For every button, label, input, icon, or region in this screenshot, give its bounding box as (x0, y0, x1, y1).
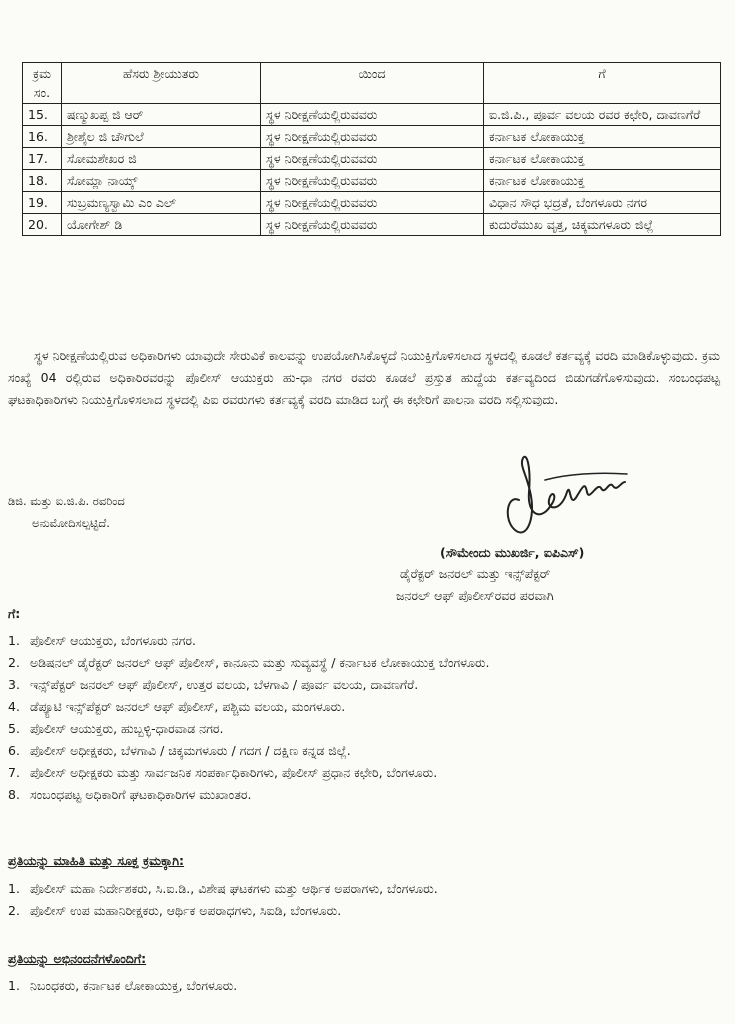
cell-name: ಷಣ್ಮುಖಪ್ಪ ಜಿ ಆರ್ (62, 104, 261, 126)
table-row (23, 192, 721, 214)
cell-from: ಸ್ಥಳ ನಿರೀಕ್ಷಣೆಯಲ್ಲಿರುವವರು (261, 192, 484, 214)
list-item-number: 3. (8, 677, 20, 692)
list-item (8, 674, 723, 696)
cell-from: ಸ್ಥಳ ನಿರೀಕ್ಷಣೆಯಲ್ಲಿರುವವರು (261, 104, 484, 126)
list-item (8, 878, 723, 900)
handwritten-signature (497, 452, 637, 544)
list-item (8, 762, 723, 784)
list-item-number: 4. (8, 699, 20, 714)
table-row (23, 170, 721, 192)
table-row (23, 126, 721, 148)
info-copy-heading: ಪ್ರತಿಯನ್ನು ಮಾಹಿತಿ ಮತ್ತು ಸೂಕ್ತ ಕ್ರಮಕ್ಕಾಗಿ: (8, 853, 185, 868)
header-serial-no: ಕ್ರಮ ಸಂ. (23, 63, 62, 104)
list-item-text: ಪೊಲೀಸ್ ಅಧೀಕ್ಷಕರು ಮತ್ತು ಸಾರ್ವಜನಿಕ ಸಂಪರ್ಕಾಧಿಕಾರಿಗಳು, ಪೊಲೀಸ್ ಪ್ರಧಾನ ಕಛೇರಿ, ಬೆಂಗಳೂರು. (30, 765, 438, 780)
header-name: ಹೆಸರು ಶ್ರೀಯುತರು (62, 63, 261, 104)
signatory-title-line-2: ಜನರಲ್ ಆಫ್ ಪೊಲೀಸ್‌ರವರ ಪರವಾಗಿ (396, 588, 554, 603)
signatory-name: (ಸೌಮೇಂದು ಮುಖರ್ಜಿ, ಐಪಿಎಸ್) (440, 545, 585, 560)
info-copy-list (8, 878, 723, 922)
list-item-number: 1. (8, 881, 20, 896)
table-header-row (23, 63, 721, 104)
cell-name: ಶ್ರೀಶೈಲ ಜಿ ಚೌಗುಲೆ (62, 126, 261, 148)
list-item-text: ಪೊಲೀಸ್ ಆಯುಕ್ತರು, ಬೆಂಗಳೂರು ನಗರ. (30, 633, 196, 648)
list-item-number: 2. (8, 655, 20, 670)
approval-line-2: ಅನುಮೋದಿಸಲ್ಪಟ್ಟಿದೆ. (32, 516, 110, 530)
cell-to: ವಿಧಾನ ಸೌಧ ಭದ್ರತೆ, ಬೆಂಗಳೂರು ನಗರ (484, 192, 721, 214)
approval-line-1: ಡಿಜಿ. ಮತ್ತು ಐ.ಜಿ.ಪಿ. ರವರಿಂದ (8, 494, 125, 508)
cell-to: ಕರ್ನಾಟಕ ಲೋಕಾಯುಕ್ತ (484, 148, 721, 170)
transfer-table (22, 62, 721, 236)
cell-name: ಸುಬ್ರಮಣ್ಯಸ್ವಾಮಿ ಎಂ ಎಲ್ (62, 192, 261, 214)
recipients-label: ಗೆ: (8, 606, 21, 621)
cell-from: ಸ್ಥಳ ನಿರೀಕ್ಷಣೆಯಲ್ಲಿರುವವರು (261, 170, 484, 192)
cell-to: ಐ.ಜಿ.ಪಿ., ಪೂರ್ವ ವಲಯ ರವರ ಕಛೇರಿ, ದಾವಣಗೆರೆ (484, 104, 721, 126)
cell-name: ಯೋಗೇಶ್ ಡಿ (62, 214, 261, 236)
cell-serial-no: 16. (23, 126, 62, 148)
header-from: ಯಿಂದ (261, 63, 484, 104)
list-item-text: ಪೊಲೀಸ್ ಆಯುಕ್ತರು, ಹುಬ್ಬಳ್ಳಿ-ಧಾರವಾಡ ನಗರ. (30, 721, 224, 736)
signatory-title-line-1: ಡೈರೆಕ್ಟರ್ ಜನರಲ್ ಮತ್ತು ಇನ್ಸ್‌ಪೆಕ್ಟರ್ (400, 566, 551, 581)
list-item-text: ಪೊಲೀಸ್ ಅಧೀಕ್ಷಕರು, ಬೆಳಗಾವಿ / ಚಿಕ್ಕಮಗಳೂರು / ಗದಗ / ದಕ್ಷಿಣ ಕನ್ನಡ ಜಿಲ್ಲೆ. (30, 743, 351, 758)
list-item-number: 5. (8, 721, 20, 736)
list-item (8, 630, 723, 652)
list-item-text: ಪೊಲೀಸ್ ಉಪ ಮಹಾನಿರೀಕ್ಷಕರು, ಆರ್ಥಿಕ ಅಪರಾಧಗಳು, ಸಿಐಡಿ, ಬೆಂಗಳೂರು. (30, 903, 342, 918)
cell-name: ಸೋಮಶೇಖರ ಜಿ (62, 148, 261, 170)
cell-serial-no: 20. (23, 214, 62, 236)
list-item (8, 784, 723, 806)
recipients-list (8, 630, 723, 806)
list-item-text: ಸಂಬಂಧಪಟ್ಟ ಅಧಿಕಾರಿಗೆ ಘಟಕಾಧಿಕಾರಿಗಳ ಮುಖಾಂತರ. (30, 787, 252, 802)
list-item (8, 696, 723, 718)
cell-serial-no: 17. (23, 148, 62, 170)
list-item-text: ಇನ್ಸ್‌ಪೆಕ್ಟರ್ ಜನರಲ್ ಆಫ್ ಪೊಲೀಸ್, ಉತ್ತರ ವಲಯ, ಬೆಳಗಾವಿ / ಪೂರ್ವ ವಲಯ, ದಾವಣಗೆರೆ. (30, 677, 419, 692)
compliments-copy-heading: ಪ್ರತಿಯನ್ನು ಅಭಿನಂದನೆಗಳೊಂದಿಗೆ: (8, 951, 147, 966)
list-item (8, 718, 723, 740)
list-item-number: 8. (8, 787, 20, 802)
list-item-text: ಡೆಪ್ಯೂಟಿ ಇನ್ಸ್‌ಪೆಕ್ಟರ್ ಜನರಲ್ ಆಫ್ ಪೊಲೀಸ್, ಪಶ್ಚಿಮ ವಲಯ, ಮಂಗಳೂರು. (30, 699, 346, 714)
list-item-text: ಪೊಲೀಸ್ ಮಹಾ ನಿರ್ದೇಶಕರು, ಸಿ.ಐ.ಡಿ., ವಿಶೇಷ ಘಟಕಗಳು ಮತ್ತು ಆರ್ಥಿಕ ಅಪರಾಗಳು, ಬೆಂಗಳೂರು. (30, 881, 438, 896)
approval-note (8, 490, 125, 534)
cell-from: ಸ್ಥಳ ನಿರೀಕ್ಷಣೆಯಲ್ಲಿರುವವರು (261, 214, 484, 236)
list-item (8, 740, 723, 762)
list-item-number: 7. (8, 765, 20, 780)
list-item (8, 900, 723, 922)
list-item-number: 6. (8, 743, 20, 758)
cell-name: ಸೋಮ್ಲಾ ನಾಯ್ಕ್ (62, 170, 261, 192)
table-row (23, 214, 721, 236)
cell-to: ಕುದುರೆಮುಖ ವೃತ್ತ, ಚಿಕ್ಕಮಗಳೂರು ಜಿಲ್ಲೆ (484, 214, 721, 236)
cell-from: ಸ್ಥಳ ನಿರೀಕ್ಷಣೆಯಲ್ಲಿರುವವರು (261, 126, 484, 148)
header-to: ಗೆ (484, 63, 721, 104)
cell-serial-no: 15. (23, 104, 62, 126)
list-item (8, 652, 723, 674)
list-item-text: ನಿಬಂಧಕರು, ಕರ್ನಾಟಕ ಲೋಕಾಯುಕ್ತ, ಬೆಂಗಳೂರು. (30, 978, 238, 993)
list-item-number: 1. (8, 633, 20, 648)
cell-to: ಕರ್ನಾಟಕ ಲೋಕಾಯುಕ್ತ (484, 170, 721, 192)
list-item-number: 1. (8, 978, 20, 993)
list-item (8, 975, 723, 997)
table-row (23, 104, 721, 126)
compliments-copy-list (8, 975, 723, 997)
instruction-paragraph: ಸ್ಥಳ ನಿರೀಕ್ಷಣೆಯಲ್ಲಿರುವ ಅಧಿಕಾರಿಗಳು ಯಾವುದೇ ಸೇರುವಿಕೆ ಕಾಲವನ್ನು ಉಪಯೋಗಿಸಿಕೊಳ್ಳದೆ ನಿಯುಕ್ತಿಗೊಳಿಸಲಾದ ಸ್ಥಳದಲ್ಲಿ ಕೂಡಲೆ ಕರ್ತವ್ಯಕ್ಕೆ ವರದಿ ಮಾಡಿಕೊಳ್ಳುವುದು. ಕ್ರಮ ಸಂಖ್ಯೆ 04 ರಲ್ಲಿರುವ ಅಧಿಕಾರಿರವರನ್ನು ಪೊಲೀಸ್ ಆಯುಕ್ತರು ಹು-ಧಾ ನಗರ ರವರು ಕೂಡಲೆ ಪ್ರಸ್ತುತ ಹುದ್ದೆಯ ಕರ್ತವ್ಯದಿಂದ ಬಿಡುಗಡೆಗೊಳಿಸುವುದು. ಸಂಬಂಧಪಟ್ಟ ಘಟಕಾಧಿಕಾರಿಗಳು ನಿಯುಕ್ತಿಗೊಳಿಸಲಾದ ಸ್ಥಳದಲ್ಲಿ ಪಿಐ ರವರುಗಳು ಕರ್ತವ್ಯಕ್ಕೆ ವರದಿ ಮಾಡಿದ ಬಗ್ಗೆ ಈ ಕಛೇರಿಗೆ ಪಾಲನಾ ವರದಿ ಸಲ್ಲಿಸುವುದು. (8, 348, 720, 407)
list-item-number: 2. (8, 903, 20, 918)
cell-to: ಕರ್ನಾಟಕ ಲೋಕಾಯುಕ್ತ (484, 126, 721, 148)
table-row (23, 148, 721, 170)
cell-serial-no: 19. (23, 192, 62, 214)
cell-from: ಸ್ಥಳ ನಿರೀಕ್ಷಣೆಯಲ್ಲಿರುವವರು (261, 148, 484, 170)
cell-serial-no: 18. (23, 170, 62, 192)
list-item-text: ಅಡಿಷನಲ್ ಡೈರೆಕ್ಟರ್ ಜನರಲ್ ಆಫ್ ಪೊಲೀಸ್, ಕಾನೂನು ಮತ್ತು ಸುವ್ಯವಸ್ಥೆ / ಕರ್ನಾಟಕ ಲೋಕಾಯುಕ್ತ ಬೆಂಗಳೂರು. (30, 655, 490, 670)
